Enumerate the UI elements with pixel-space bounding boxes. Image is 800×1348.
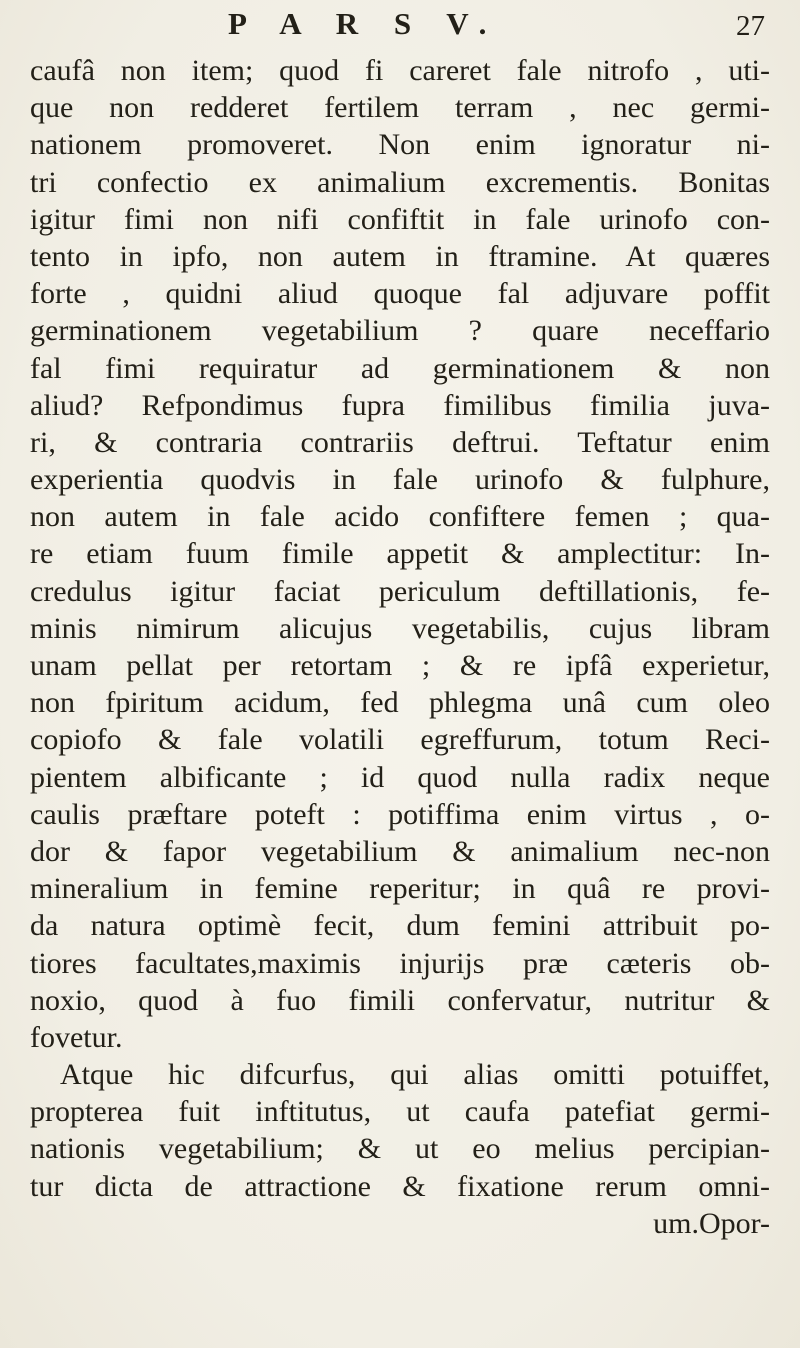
text-line: minis nimirum alicujus vegetabilis, cujus libram	[30, 611, 770, 645]
text-line: pientem albificante ; id quod nulla radix neque	[30, 760, 770, 794]
catchword: um.Opor-	[653, 1206, 770, 1240]
text-line: forte , quidni aliud quoque fal adjuvare poffit	[30, 277, 770, 311]
running-head-title: P A R S V.	[228, 6, 501, 41]
text-line: experientia quodvis in fale urinofo & fulphure,	[30, 463, 770, 497]
text-line: fal fimi requiratur ad germinationem & non	[30, 351, 770, 385]
text-line: nationis vegetabilium; & ut eo melius percipian-	[30, 1132, 770, 1166]
text-line: tiores facultates,maximis injurijs præ cæteris ob-	[30, 946, 770, 980]
text-line: germinationem vegetabilium ? quare neceffario	[30, 314, 770, 348]
running-head	[0, 6, 800, 42]
text-line: tento in ipfo, non autem in ftramine. At quæres	[30, 239, 770, 273]
text-line: caufâ non item; quod fi careret fale nitrofo , uti-	[30, 54, 770, 87]
text-line: tri confectio ex animalium excrementis. Bonitas	[30, 165, 770, 199]
text-line: noxio, quod à fuo fimili confervatur, nutritur &	[30, 983, 770, 1017]
text-line: igitur fimi non nifi confiftit in fale urinofo con-	[30, 202, 770, 236]
text-line: que non redderet fertilem terram , nec germi-	[30, 91, 770, 125]
text-line: aliud? Refpondimus fupra fimilibus fimilia juva-	[30, 388, 770, 422]
text-line: credulus igitur faciat periculum deftillationis, fe-	[30, 574, 770, 608]
text-line: non autem in fale acido confiftere femen ; qua-	[30, 500, 770, 534]
text-line: unam pellat per retortam ; & re ipfâ experietur,	[30, 649, 770, 682]
text-line: re etiam fuum fimile appetit & amplectitur: In-	[30, 537, 770, 571]
text-line: copiofo & fale volatili egreffurum, totum Reci-	[30, 723, 770, 757]
body-text	[30, 52, 770, 1242]
text-line: caulis præftare poteft : potiffima enim virtus , o-	[30, 797, 770, 831]
paragraph-start-line: Atque hic difcurfus, qui alias omitti potuiffet,	[60, 1058, 770, 1092]
text-line: da natura optimè fecit, dum femini attribuit po-	[30, 909, 770, 943]
text-line: nationem promoveret. Non enim ignoratur ni-	[30, 128, 770, 162]
paragraph-end-line: fovetur.	[30, 1020, 123, 1054]
text-line: non fpiritum acidum, fed phlegma unâ cum oleo	[30, 686, 770, 720]
text-line: propterea fuit inftitutus, ut caufa patefiat germi-	[30, 1095, 770, 1129]
text-line: mineralium in femine reperitur; in quâ re provi-	[30, 872, 770, 906]
text-line: tur dicta de attractione & fixatione rerum omni-	[30, 1169, 770, 1203]
text-line: ri, & contraria contrariis deftrui. Teftatur enim	[30, 425, 770, 459]
page-number: 27	[736, 10, 765, 42]
text-line: dor & fapor vegetabilium & animalium nec-non	[30, 834, 770, 868]
